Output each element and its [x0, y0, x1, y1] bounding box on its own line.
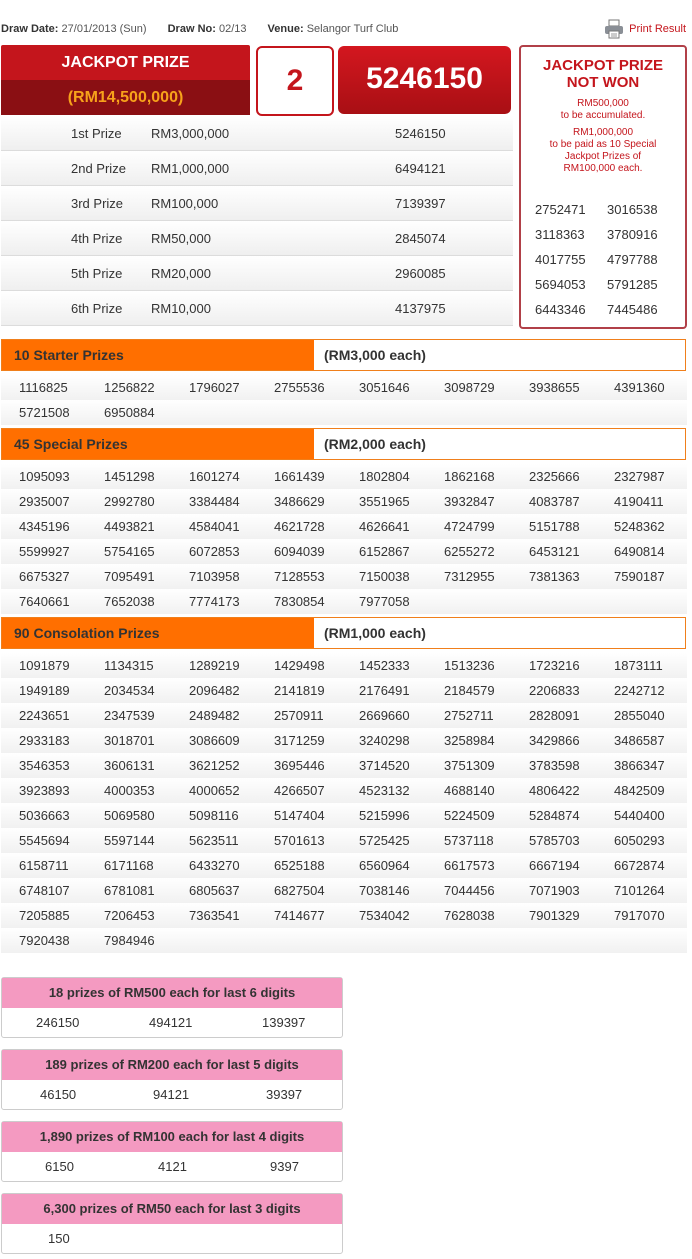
- winning-number: 2755536: [274, 380, 325, 395]
- prize-name: 5th Prize: [71, 266, 123, 281]
- special-jackpot-number: 3016538: [607, 202, 658, 217]
- jackpot-amount: (RM14,500,000): [1, 80, 250, 115]
- special-prizes-label: 45 Special Prizes: [2, 429, 314, 459]
- print-result-label[interactable]: Print Result: [629, 23, 686, 35]
- winning-number: 1091879: [19, 658, 70, 673]
- jackpot-winner-count: 2: [256, 46, 334, 116]
- prize-number: 2960085: [395, 266, 446, 281]
- winning-number: 3751309: [444, 758, 495, 773]
- jackpot-title: JACKPOT PRIZE: [1, 45, 250, 80]
- not-won-title: [521, 57, 685, 91]
- number-row: [1, 903, 687, 928]
- winning-number: 5785703: [529, 833, 580, 848]
- winning-number: 6617573: [444, 858, 495, 873]
- winning-number: 3923893: [19, 783, 70, 798]
- prize-amount: RM100,000: [151, 196, 219, 211]
- starter-prizes-each: (RM3,000 each): [324, 347, 426, 363]
- winning-number: 4523132: [359, 783, 410, 798]
- number-row: [1, 928, 687, 953]
- jackpot-number: 5246150: [338, 46, 511, 114]
- winning-number: 3258984: [444, 733, 495, 748]
- winning-number: 3546353: [19, 758, 70, 773]
- venue-value: Selangor Turf Club: [306, 23, 399, 35]
- winning-number: 7917070: [614, 908, 665, 923]
- winning-number: 4391360: [614, 380, 665, 395]
- prize-amount: RM1,000,000: [151, 161, 230, 176]
- winning-number: 1949189: [19, 683, 70, 698]
- special-jackpot-number: 4797788: [607, 252, 658, 267]
- winning-number: 3932847: [444, 494, 495, 509]
- winning-number: 7920438: [19, 933, 70, 948]
- winning-number: 5597144: [104, 833, 155, 848]
- winning-number: 6672874: [614, 858, 665, 873]
- winning-number: 1256822: [104, 380, 155, 395]
- winning-number: 7101264: [614, 883, 665, 898]
- winning-number: 5599927: [19, 544, 70, 559]
- prize-row: [1, 256, 513, 291]
- prize-amount: RM3,000,000: [151, 126, 230, 141]
- winning-number: 5440400: [614, 808, 665, 823]
- number-row: [1, 400, 687, 425]
- winning-number: 3866347: [614, 758, 665, 773]
- last-3-digits-label: 6,300 prizes of RM50 each for last 3 digits: [2, 1194, 342, 1224]
- not-won-title-line: NOT WON: [566, 74, 640, 91]
- jackpot-not-won-panel: [519, 45, 687, 329]
- last-3-digits-box: [1, 1193, 343, 1254]
- winning-number: 6171168: [104, 858, 154, 873]
- prize-name: 3rd Prize: [71, 196, 124, 211]
- prize-row: [1, 221, 513, 256]
- special-jackpot-number: 7445486: [607, 302, 658, 317]
- special-jackpot-number: 5791285: [607, 277, 658, 292]
- winning-number: 2855040: [614, 708, 665, 723]
- winning-number: 4000652: [189, 783, 240, 798]
- prize-number: 4137975: [395, 301, 446, 316]
- prize-name: 2nd Prize: [71, 161, 126, 176]
- winning-number: 4724799: [444, 519, 495, 534]
- winning-number: 3429866: [529, 733, 580, 748]
- winning-number: 3551965: [359, 494, 410, 509]
- winning-number: 7414677: [274, 908, 325, 923]
- consolation-prizes-each: (RM1,000 each): [324, 625, 426, 641]
- winning-number: 7830854: [274, 594, 325, 609]
- winning-number: 6255272: [444, 544, 495, 559]
- prize-row: [1, 186, 513, 221]
- winning-number: 3240298: [359, 733, 410, 748]
- digit-number: 494121: [149, 1015, 193, 1030]
- number-row: [1, 564, 687, 589]
- digit-number: 6150: [45, 1159, 74, 1174]
- prize-name: 1st Prize: [71, 126, 122, 141]
- winning-number: 4190411: [614, 494, 664, 509]
- winning-number: 5098116: [189, 808, 239, 823]
- winning-number: 7095491: [104, 569, 155, 584]
- starter-prizes-grid: [1, 375, 687, 425]
- winning-number: 1601274: [189, 469, 240, 484]
- number-row: [1, 653, 687, 678]
- winning-number: 2096482: [189, 683, 240, 698]
- prize-row: [1, 151, 513, 186]
- winning-number: 6667194: [529, 858, 580, 873]
- note-line: Jackpot Prizes of: [564, 151, 642, 162]
- winning-number: 7128553: [274, 569, 325, 584]
- digit-number: 9397: [270, 1159, 299, 1174]
- special-jackpot-number: 2752471: [535, 202, 586, 217]
- winning-number: 3695446: [274, 758, 325, 773]
- winning-number: 5545694: [19, 833, 70, 848]
- winning-number: 7103958: [189, 569, 240, 584]
- prize-row: [1, 291, 513, 326]
- winning-number: 3486587: [614, 733, 665, 748]
- winning-number: 2184579: [444, 683, 495, 698]
- winning-number: 6072853: [189, 544, 240, 559]
- winning-number: 7044456: [444, 883, 495, 898]
- starter-prizes-label: 10 Starter Prizes: [2, 340, 314, 370]
- winning-number: 4621728: [274, 519, 325, 534]
- starter-prizes-header: [1, 339, 686, 371]
- winning-number: 4345196: [19, 519, 70, 534]
- winning-number: 7312955: [444, 569, 495, 584]
- winning-number: 1116825: [19, 380, 68, 395]
- printer-icon: [604, 19, 624, 39]
- winning-number: 1095093: [19, 469, 70, 484]
- winning-number: 4806422: [529, 783, 580, 798]
- winning-number: 1796027: [189, 380, 240, 395]
- winning-number: 2327987: [614, 469, 665, 484]
- winning-number: 5248362: [614, 519, 665, 534]
- number-row: [1, 678, 687, 703]
- note-line: RM1,000,000: [572, 127, 634, 138]
- winning-number: 3783598: [529, 758, 580, 773]
- winning-number: 7381363: [529, 569, 580, 584]
- consolation-prizes-label: 90 Consolation Prizes: [2, 618, 314, 648]
- winning-number: 2206833: [529, 683, 580, 698]
- winning-number: 2347539: [104, 708, 155, 723]
- special-jackpot-number: 3118363: [535, 227, 585, 242]
- winning-number: 2935007: [19, 494, 70, 509]
- number-row: [1, 464, 687, 489]
- winning-number: 5701613: [274, 833, 325, 848]
- prize-number: 2845074: [395, 231, 446, 246]
- winning-number: 4688140: [444, 783, 495, 798]
- prize-number: 7139397: [395, 196, 446, 211]
- winning-number: 3018701: [104, 733, 155, 748]
- winning-number: 6805637: [189, 883, 240, 898]
- prize-amount: RM50,000: [151, 231, 211, 246]
- digit-number: 4121: [158, 1159, 187, 1174]
- winning-number: 7628038: [444, 908, 495, 923]
- winning-number: 5224509: [444, 808, 495, 823]
- last-3-digits-numbers: [2, 1224, 342, 1253]
- digit-number: 246150: [36, 1015, 80, 1030]
- winning-number: 2243651: [19, 708, 70, 723]
- number-row: [1, 375, 687, 400]
- winning-number: 6453121: [529, 544, 580, 559]
- winning-number: 7640661: [19, 594, 70, 609]
- winning-number: 6827504: [274, 883, 325, 898]
- winning-number: 2141819: [274, 683, 325, 698]
- winning-number: 5069580: [104, 808, 155, 823]
- winning-number: 1134315: [104, 658, 154, 673]
- winning-number: 6152867: [359, 544, 410, 559]
- venue-label: Venue:: [267, 23, 304, 35]
- last-5-digits-label: 189 prizes of RM200 each for last 5 digits: [2, 1050, 342, 1080]
- winning-number: 7363541: [189, 908, 240, 923]
- prize-number: 6494121: [395, 161, 446, 176]
- not-won-note-accumulated: [521, 98, 685, 122]
- special-prizes-grid: [1, 464, 687, 614]
- winning-number: 3938655: [529, 380, 580, 395]
- winning-number: 7977058: [359, 594, 410, 609]
- winning-number: 6781081: [104, 883, 155, 898]
- digit-number: 139397: [262, 1015, 306, 1030]
- winning-number: 7774173: [189, 594, 240, 609]
- winning-number: 4000353: [104, 783, 155, 798]
- special-prizes-each: (RM2,000 each): [324, 436, 426, 452]
- note-line: to be paid as 10 Special: [549, 139, 657, 150]
- consolation-prizes-grid: [1, 653, 687, 953]
- winning-number: 2933183: [19, 733, 70, 748]
- winning-number: 3606131: [104, 758, 155, 773]
- winning-number: 6525188: [274, 858, 325, 873]
- winning-number: 3098729: [444, 380, 495, 395]
- number-row: [1, 753, 687, 778]
- winning-number: 7901329: [529, 908, 580, 923]
- prize-name: 4th Prize: [71, 231, 123, 246]
- winning-number: 3384484: [189, 494, 240, 509]
- number-row: [1, 728, 687, 753]
- prize-amount: RM10,000: [151, 301, 211, 316]
- digit-number: 39397: [266, 1087, 303, 1102]
- winning-number: 4584041: [189, 519, 240, 534]
- note-line: RM100,000 each.: [563, 163, 643, 174]
- winning-number: 2752711: [444, 708, 494, 723]
- digit-number: 94121: [153, 1087, 190, 1102]
- winning-number: 5036663: [19, 808, 70, 823]
- winning-number: 6050293: [614, 833, 665, 848]
- winning-number: 7071903: [529, 883, 580, 898]
- winning-number: 4266507: [274, 783, 325, 798]
- winning-number: 4083787: [529, 494, 580, 509]
- winning-number: 7984946: [104, 933, 155, 948]
- special-jackpot-number: 5694053: [535, 277, 586, 292]
- winning-number: 1451298: [104, 469, 155, 484]
- winning-number: 1873111: [614, 658, 663, 673]
- winning-number: 5215996: [359, 808, 410, 823]
- number-row: [1, 489, 687, 514]
- winning-number: 3621252: [189, 758, 240, 773]
- not-won-title-line: JACKPOT PRIZE: [542, 57, 663, 74]
- last-4-digits-box: [1, 1121, 343, 1182]
- winning-number: 2828091: [529, 708, 580, 723]
- winning-number: 5623511: [189, 833, 239, 848]
- draw-info: [1, 23, 416, 35]
- winning-number: 2992780: [104, 494, 155, 509]
- last-4-digits-numbers: [2, 1152, 342, 1181]
- draw-date-label: Draw Date:: [1, 23, 59, 35]
- winning-number: 4626641: [359, 519, 410, 534]
- winning-number: 2669660: [359, 708, 410, 723]
- winning-number: 1862168: [444, 469, 495, 484]
- winning-number: 6094039: [274, 544, 325, 559]
- number-row: [1, 828, 687, 853]
- last-6-digits-label: 18 prizes of RM500 each for last 6 digits: [2, 978, 342, 1008]
- winning-number: 6490814: [614, 544, 665, 559]
- prize-table: [1, 116, 513, 326]
- winning-number: 2570911: [274, 708, 324, 723]
- not-won-note-special: [521, 127, 685, 175]
- number-row: [1, 803, 687, 828]
- prize-number: 5246150: [395, 126, 446, 141]
- winning-number: 7652038: [104, 594, 155, 609]
- special-jackpot-number: 6443346: [535, 302, 586, 317]
- number-row: [1, 703, 687, 728]
- draw-no-value: 02/13: [218, 23, 247, 35]
- winning-number: 1452333: [359, 658, 410, 673]
- winning-number: 5147404: [274, 808, 325, 823]
- winning-number: 1429498: [274, 658, 325, 673]
- winning-number: 3714520: [359, 758, 410, 773]
- winning-number: 6433270: [189, 858, 240, 873]
- winning-number: 2034534: [104, 683, 155, 698]
- winning-number: 7206453: [104, 908, 155, 923]
- draw-no-label: Draw No:: [167, 23, 216, 35]
- digit-number: 150: [48, 1231, 70, 1246]
- number-row: [1, 589, 687, 614]
- winning-number: 6158711: [19, 858, 69, 873]
- number-row: [1, 778, 687, 803]
- winning-number: 2325666: [529, 469, 580, 484]
- winning-number: 4842509: [614, 783, 665, 798]
- special-prizes-header: [1, 428, 686, 460]
- last-5-digits-numbers: [2, 1080, 342, 1109]
- special-jackpot-number: 3780916: [607, 227, 658, 242]
- winning-number: 1289219: [189, 658, 240, 673]
- winning-number: 5284874: [529, 808, 580, 823]
- winning-number: 6675327: [19, 569, 70, 584]
- winning-number: 7205885: [19, 908, 70, 923]
- winning-number: 1661439: [274, 469, 325, 484]
- winning-number: 5151788: [529, 519, 580, 534]
- winning-number: 6560964: [359, 858, 410, 873]
- digit-number: 46150: [40, 1087, 77, 1102]
- winning-number: 6950884: [104, 405, 155, 420]
- number-row: [1, 539, 687, 564]
- winning-number: 5754165: [104, 544, 155, 559]
- last-6-digits-numbers: [2, 1008, 342, 1037]
- prize-row: [1, 116, 513, 151]
- winning-number: 4493821: [104, 519, 155, 534]
- winning-number: 1723216: [529, 658, 580, 673]
- draw-date-value: 27/01/2013 (Sun): [61, 23, 147, 35]
- special-jackpot-numbers: [535, 202, 679, 327]
- winning-number: 3086609: [189, 733, 240, 748]
- winning-number: 7534042: [359, 908, 410, 923]
- consolation-prizes-header: [1, 617, 686, 649]
- special-jackpot-number: 4017755: [535, 252, 586, 267]
- number-row: [1, 514, 687, 539]
- winning-number: 7590187: [614, 569, 665, 584]
- winning-number: 5721508: [19, 405, 70, 420]
- last-5-digits-box: [1, 1049, 343, 1110]
- winning-number: 1802804: [359, 469, 410, 484]
- number-row: [1, 878, 687, 903]
- winning-number: 2489482: [189, 708, 240, 723]
- winning-number: 2176491: [359, 683, 410, 698]
- winning-number: 1513236: [444, 658, 495, 673]
- winning-number: 5725425: [359, 833, 410, 848]
- winning-number: 7150038: [359, 569, 410, 584]
- winning-number: 6748107: [19, 883, 70, 898]
- print-result-link[interactable]: [604, 19, 686, 39]
- last-6-digits-box: [1, 977, 343, 1038]
- note-line: RM500,000: [577, 98, 629, 109]
- winning-number: 7038146: [359, 883, 410, 898]
- winning-number: 3486629: [274, 494, 325, 509]
- last-4-digits-label: 1,890 prizes of RM100 each for last 4 digits: [2, 1122, 342, 1152]
- winning-number: 3051646: [359, 380, 410, 395]
- prize-name: 6th Prize: [71, 301, 123, 316]
- winning-number: 2242712: [614, 683, 665, 698]
- winning-number: 5737118: [444, 833, 494, 848]
- prize-amount: RM20,000: [151, 266, 211, 281]
- note-line: to be accumulated.: [560, 110, 646, 121]
- winning-number: 3171259: [274, 733, 325, 748]
- number-row: [1, 853, 687, 878]
